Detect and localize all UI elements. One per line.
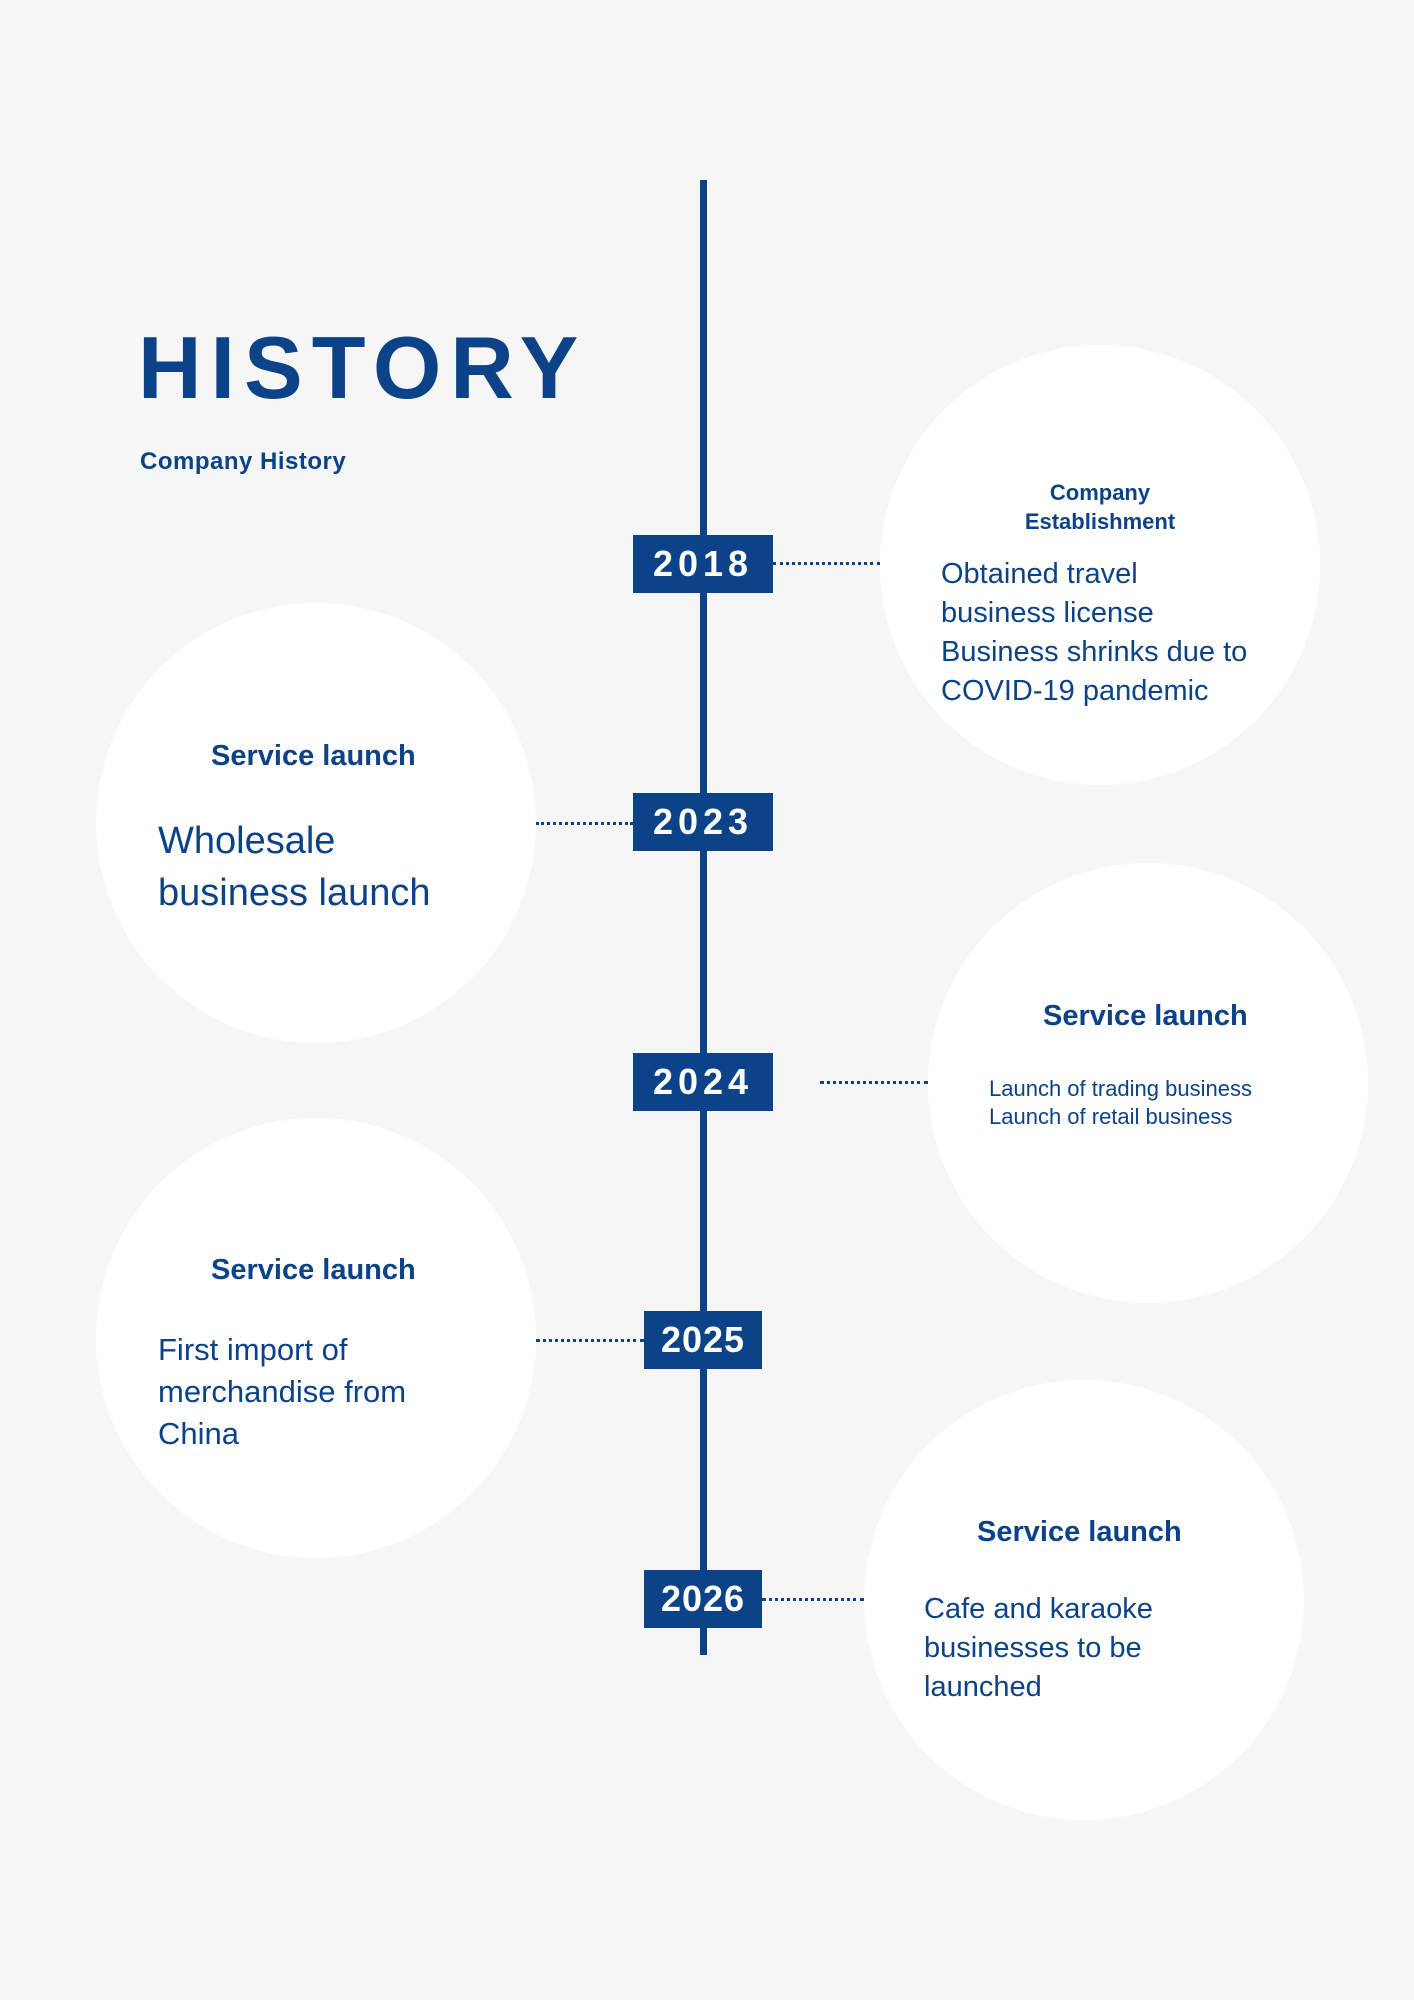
milestone-2023-description-line: Wholesale xyxy=(158,820,336,862)
milestone-2026-description xyxy=(924,1590,1153,1707)
milestone-2026-description-line: launched xyxy=(924,1671,1042,1703)
milestone-2018-description-line: Obtained travel xyxy=(941,558,1138,590)
milestone-2025-description-line: First import of xyxy=(158,1332,348,1367)
milestone-2018-heading-line: Company xyxy=(1049,480,1151,505)
milestone-2018-description-line: COVID-19 pandemic xyxy=(941,675,1209,707)
milestone-2025-connector xyxy=(536,1339,644,1342)
milestone-2026-year: 2026 xyxy=(644,1570,762,1628)
milestone-2024-heading: Service launch xyxy=(1043,1000,1248,1032)
milestone-2023-connector xyxy=(536,822,633,825)
milestone-2023-description xyxy=(158,815,431,919)
milestone-2018-description-line: business license xyxy=(941,597,1154,629)
page-title: HISTORY xyxy=(138,318,588,417)
milestone-2025-year: 2025 xyxy=(644,1311,762,1369)
milestone-2024-year: 2024 xyxy=(633,1053,773,1111)
timeline-axis xyxy=(700,180,707,1655)
milestone-2023-year: 2023 xyxy=(633,793,773,851)
milestone-2018-heading-line: Establishment xyxy=(1024,509,1176,534)
milestone-2025-description xyxy=(158,1329,406,1455)
milestone-2026-connector xyxy=(762,1598,864,1601)
milestone-2018-heading xyxy=(950,478,1250,536)
milestone-2025-heading: Service launch xyxy=(211,1254,416,1286)
milestone-2024-description xyxy=(989,1075,1252,1131)
milestone-2026-description-line: Cafe and karaoke xyxy=(924,1593,1153,1625)
milestone-2025-description-line: merchandise from xyxy=(158,1374,407,1409)
milestone-2018-description xyxy=(941,555,1247,711)
milestone-2024-description-line: Launch of retail business xyxy=(989,1104,1233,1129)
milestone-2026-description-line: businesses to be xyxy=(924,1632,1142,1664)
milestone-2026-heading: Service launch xyxy=(977,1516,1182,1548)
milestone-2018-year: 2018 xyxy=(633,535,773,593)
milestone-2025-description-line: China xyxy=(158,1416,239,1451)
milestone-2024-connector xyxy=(820,1081,928,1084)
milestone-2018-description-line: Business shrinks due to xyxy=(941,636,1248,668)
milestone-2023-description-line: business launch xyxy=(158,872,431,914)
milestone-2018-connector xyxy=(773,562,880,565)
page-subtitle: Company History xyxy=(140,448,347,475)
milestone-2023-heading: Service launch xyxy=(211,740,416,772)
milestone-2024-description-line: Launch of trading business xyxy=(989,1076,1252,1101)
